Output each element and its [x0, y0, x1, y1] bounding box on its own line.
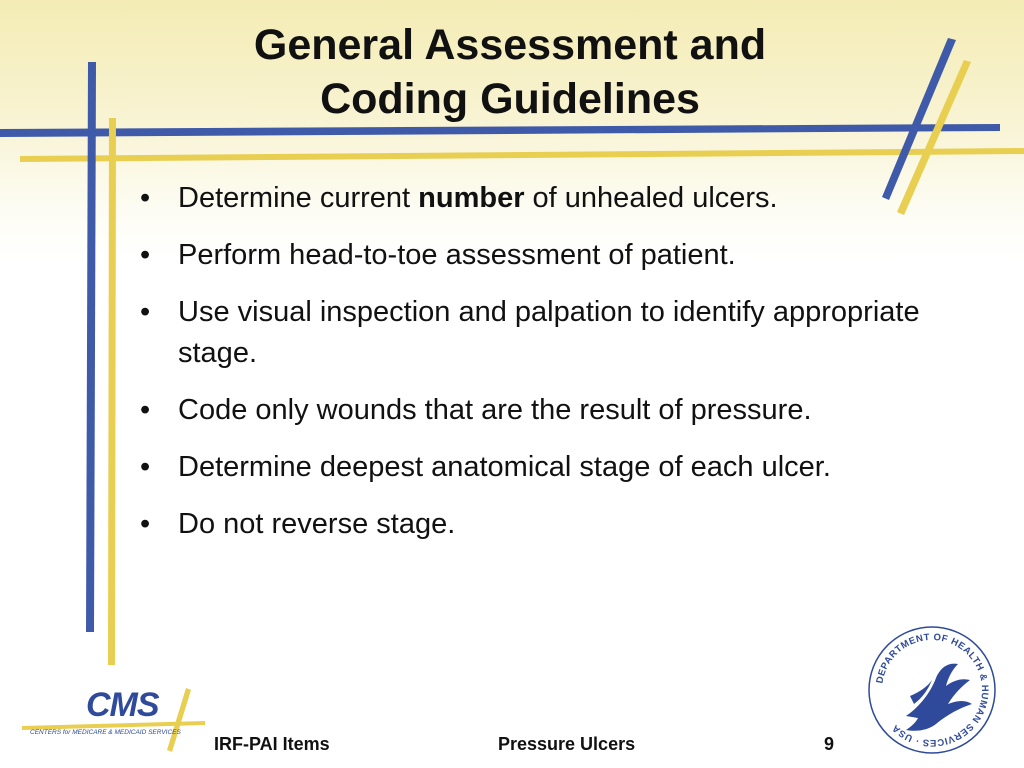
bullet-list: [140, 178, 970, 561]
cms-logo: [22, 680, 202, 752]
bullet-text-start: Determine current: [178, 182, 419, 214]
bullet-marker: •: [140, 182, 151, 214]
bullet-text: Do not reverse stage.: [178, 508, 456, 540]
bullet-marker: •: [140, 394, 151, 426]
page-number: 9: [824, 734, 835, 754]
cms-logo-subtitle: CENTERS for MEDICARE & MEDICAID SERVICES: [30, 729, 181, 736]
hhs-seal-text: DEPARTMENT OF HEALTH & HUMAN SERVICES · USA: [874, 631, 991, 749]
bullet-text-bold: number: [418, 182, 525, 214]
footer-center-text: Pressure Ulcers: [498, 734, 636, 754]
bullet-text: Code only wounds that are the result of pressure.: [178, 394, 812, 426]
bullet-marker: •: [140, 451, 151, 483]
bullet-item: [140, 235, 970, 276]
title-line-2: Coding Guidelines: [320, 75, 700, 123]
horizontal-yellow-line: [20, 148, 1024, 162]
bullet-marker: •: [140, 239, 151, 271]
bullet-marker: •: [140, 508, 151, 540]
bullet-text: Perform head-to-toe assessment of patient.: [178, 239, 736, 271]
bullet-text: Determine deepest anatomical stage of each ulcer.: [178, 451, 831, 483]
slide-title: [160, 18, 860, 126]
hhs-seal-logo: [862, 620, 1002, 760]
cms-logo-text: CMS: [86, 686, 159, 724]
bullet-item: [140, 390, 970, 431]
vertical-yellow-line: [108, 118, 116, 665]
bullet-item: [140, 292, 970, 374]
eagle-icon: [906, 664, 972, 731]
bullet-item: [140, 504, 970, 545]
footer-left-text: IRF-PAI Items: [214, 734, 330, 754]
vertical-blue-line: [86, 62, 96, 632]
bullet-item: [140, 447, 970, 488]
title-line-1: General Assessment and: [253, 21, 767, 69]
bullet-item: [140, 178, 970, 219]
bullet-marker: •: [140, 296, 151, 328]
bullet-text: Use visual inspection and palpation to identify appropriate stage.: [178, 296, 920, 369]
bullet-text-end: of unhealed ulcers.: [524, 182, 778, 214]
